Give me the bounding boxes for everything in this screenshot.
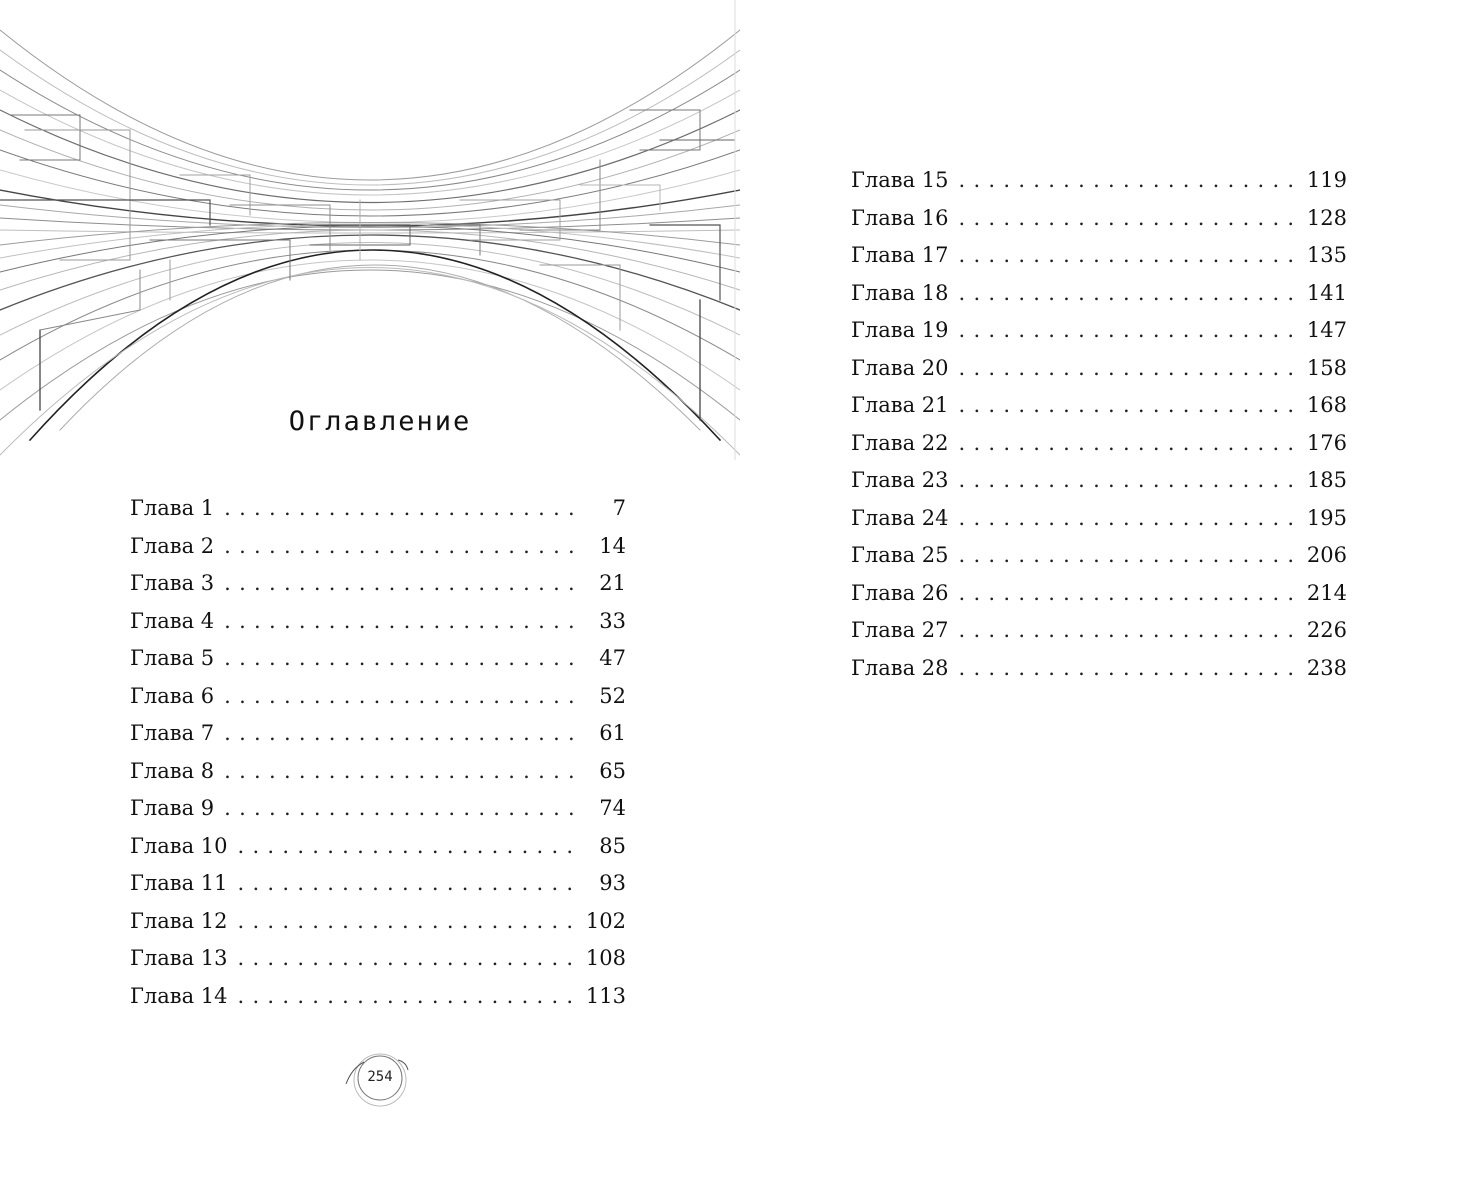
toc-leader-dots <box>224 715 582 753</box>
toc-page-number: 226 <box>1306 618 1347 642</box>
toc-entry[interactable] <box>851 350 1347 388</box>
toc-leader-dots <box>959 387 1299 425</box>
toc-chapter-label: Глава 13 <box>130 946 228 970</box>
toc-entry[interactable] <box>851 575 1347 613</box>
toc-entry[interactable] <box>130 565 626 603</box>
toc-leader-dots <box>959 237 1299 275</box>
toc-chapter-label: Глава 23 <box>851 468 949 492</box>
toc-leader-dots <box>224 790 582 828</box>
toc-chapter-label: Глава 27 <box>851 618 949 642</box>
toc-page-number: 85 <box>599 833 626 858</box>
toc-leader-dots <box>959 537 1299 575</box>
toc-leader-dots <box>238 903 578 941</box>
toc-entry[interactable] <box>851 275 1347 313</box>
toc-chapter-label: Глава 6 <box>130 683 215 708</box>
toc-chapter-label: Глава 24 <box>851 505 949 530</box>
toc-chapter-label: Глава 14 <box>130 983 228 1008</box>
toc-leader-dots <box>224 565 582 603</box>
toc-leader-dots <box>224 753 582 791</box>
toc-chapter-label: Глава 16 <box>851 205 949 230</box>
toc-chapter-label: Глава 11 <box>130 871 228 895</box>
toc-chapter-label: Глава 4 <box>130 608 215 633</box>
toc-page-number: 65 <box>599 758 626 783</box>
toc-entry[interactable] <box>130 828 626 866</box>
toc-page-number: 128 <box>1306 205 1347 230</box>
toc-entry[interactable] <box>851 500 1347 538</box>
toc-leader-dots <box>959 500 1299 538</box>
decorative-line-art <box>0 0 740 460</box>
toc-chapter-label: Глава 1 <box>130 496 215 520</box>
toc-entry[interactable] <box>130 753 626 791</box>
toc-chapter-label: Глава 19 <box>851 318 949 342</box>
toc-chapter-label: Глава 25 <box>851 543 949 567</box>
toc-leader-dots <box>959 612 1299 650</box>
toc-entry[interactable] <box>130 903 626 941</box>
toc-leader-dots <box>224 528 582 566</box>
toc-chapter-label: Глава 10 <box>130 833 228 858</box>
toc-page-number: 108 <box>585 946 626 970</box>
toc-entry[interactable] <box>130 865 626 903</box>
toc-chapter-label: Глава 5 <box>130 646 215 670</box>
toc-page-number: 14 <box>599 533 626 558</box>
page-number: 254 <box>367 1069 393 1085</box>
toc-page-number: 141 <box>1306 280 1347 305</box>
toc-leader-dots <box>959 650 1299 688</box>
toc-entry[interactable] <box>130 715 626 753</box>
page-title: Оглавление <box>288 406 472 437</box>
toc-leader-dots <box>959 575 1299 613</box>
toc-entry[interactable] <box>851 462 1347 500</box>
toc-page-number: 21 <box>599 571 626 595</box>
toc-chapter-label: Глава 12 <box>130 908 228 933</box>
toc-chapter-label: Глава 17 <box>851 243 949 267</box>
toc-page-number: 93 <box>599 871 626 895</box>
toc-chapter-label: Глава 9 <box>130 796 215 820</box>
toc-leader-dots <box>238 940 578 978</box>
toc-page-number: 102 <box>585 908 626 933</box>
toc-page-number: 185 <box>1306 468 1347 492</box>
toc-leader-dots <box>959 200 1299 238</box>
toc-entry[interactable] <box>130 603 626 641</box>
toc-page-number: 47 <box>599 646 626 670</box>
toc-page-number: 147 <box>1306 318 1347 342</box>
toc-chapter-label: Глава 18 <box>851 280 949 305</box>
toc-page-number: 158 <box>1306 355 1347 380</box>
toc-chapter-label: Глава 7 <box>130 721 215 745</box>
toc-entry[interactable] <box>130 940 626 978</box>
toc-leader-dots <box>224 603 582 641</box>
toc-leader-dots <box>959 275 1299 313</box>
toc-page-number: 52 <box>599 683 626 708</box>
toc-chapter-label: Глава 20 <box>851 355 949 380</box>
toc-entry[interactable] <box>851 387 1347 425</box>
toc-leader-dots <box>224 640 582 678</box>
toc-entry[interactable] <box>130 978 626 1016</box>
toc-page-number: 113 <box>585 983 626 1008</box>
toc-leader-dots <box>959 350 1299 388</box>
toc-list-left <box>130 490 626 1015</box>
toc-leader-dots <box>224 490 582 528</box>
toc-chapter-label: Глава 26 <box>851 580 949 605</box>
toc-leader-dots <box>238 978 578 1016</box>
toc-entry[interactable] <box>130 640 626 678</box>
toc-page-number: 238 <box>1306 655 1347 680</box>
toc-leader-dots <box>959 425 1299 463</box>
toc-leader-dots <box>238 865 582 903</box>
toc-page-number: 74 <box>599 796 626 820</box>
toc-leader-dots <box>959 162 1299 200</box>
toc-chapter-label: Глава 28 <box>851 655 949 680</box>
toc-entry[interactable] <box>851 200 1347 238</box>
toc-entry[interactable] <box>130 528 626 566</box>
toc-entry[interactable] <box>130 490 626 528</box>
toc-page-number: 195 <box>1306 505 1347 530</box>
toc-entry[interactable] <box>130 790 626 828</box>
toc-page-number: 206 <box>1306 543 1347 567</box>
toc-leader-dots <box>224 678 582 716</box>
toc-chapter-label: Глава 8 <box>130 758 215 783</box>
toc-list-right <box>851 162 1347 687</box>
toc-entry[interactable] <box>851 237 1347 275</box>
toc-chapter-label: Глава 21 <box>851 393 949 417</box>
toc-chapter-label: Глава 22 <box>851 430 949 455</box>
toc-leader-dots <box>959 312 1299 350</box>
toc-page-number: 33 <box>599 608 626 633</box>
toc-page-number: 176 <box>1306 430 1347 455</box>
toc-page-number: 214 <box>1306 580 1347 605</box>
toc-entry[interactable] <box>851 537 1347 575</box>
toc-chapter-label: Глава 3 <box>130 571 215 595</box>
toc-page-number: 168 <box>1306 393 1347 417</box>
toc-entry[interactable] <box>851 425 1347 463</box>
toc-entry[interactable] <box>130 678 626 716</box>
toc-chapter-label: Глава 15 <box>851 168 949 192</box>
toc-entry[interactable] <box>851 162 1347 200</box>
toc-entry[interactable] <box>851 312 1347 350</box>
toc-entry[interactable] <box>851 650 1347 688</box>
toc-leader-dots <box>959 462 1299 500</box>
toc-page-number: 119 <box>1306 168 1347 192</box>
toc-chapter-label: Глава 2 <box>130 533 215 558</box>
toc-leader-dots <box>238 828 582 866</box>
toc-page-number: 7 <box>612 496 626 520</box>
toc-page-number: 61 <box>599 721 626 745</box>
toc-page-number: 135 <box>1306 243 1347 267</box>
page-number-badge <box>342 1048 422 1112</box>
toc-entry[interactable] <box>851 612 1347 650</box>
